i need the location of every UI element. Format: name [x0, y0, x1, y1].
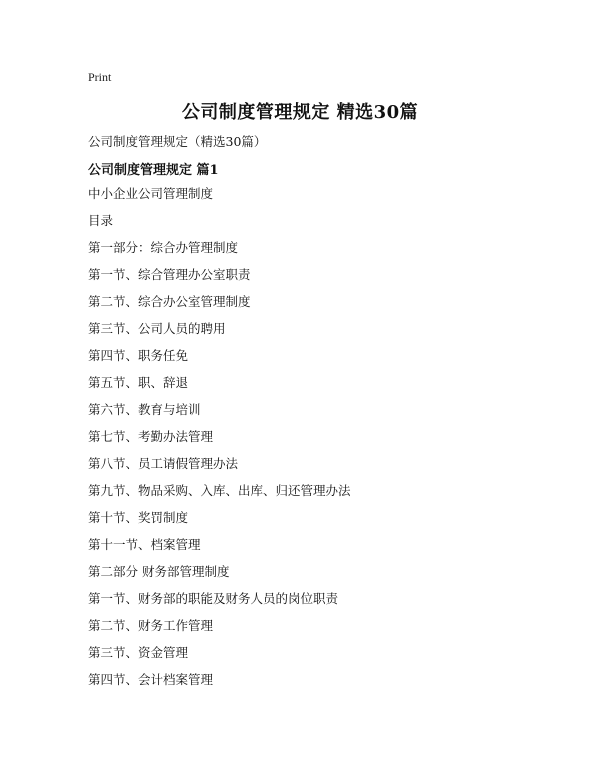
section-heading: 公司制度管理规定 篇1 [88, 163, 219, 178]
list-item: 第十一节、档案管理 [88, 537, 201, 552]
list-item: 第一节、综合管理办公室职责 [88, 267, 251, 282]
toc-list [88, 186, 351, 699]
list-item: 第八节、员工请假管理办法 [88, 456, 239, 471]
page-title: 公司制度管理规定 精选30篇 [181, 102, 419, 123]
list-item: 中小企业公司管理制度 [88, 186, 214, 201]
print-link[interactable]: Print [88, 70, 112, 84]
document-subtitle: 公司制度管理规定（精选30篇） [88, 134, 267, 149]
list-item: 第三节、公司人员的聘用 [88, 321, 226, 336]
list-item: 第一节、财务部的职能及财务人员的岗位职责 [88, 591, 339, 606]
list-item: 第五节、职、辞退 [88, 375, 189, 390]
list-item: 第四节、会计档案管理 [88, 672, 214, 687]
list-item: 第一部分：综合办管理制度 [88, 240, 239, 255]
list-item: 第二节、财务工作管理 [88, 618, 214, 633]
list-item: 目录 [88, 213, 114, 228]
list-item: 第十节、奖罚制度 [88, 510, 189, 525]
list-item: 第六节、教育与培训 [88, 402, 201, 417]
list-item: 第七节、考勤办法管理 [88, 429, 214, 444]
list-item: 第二部分 财务部管理制度 [88, 564, 230, 579]
list-item: 第二节、综合办公室管理制度 [88, 294, 251, 309]
list-item: 第四节、职务任免 [88, 348, 189, 363]
list-item: 第三节、资金管理 [88, 645, 189, 660]
list-item: 第九节、物品采购、入库、出库、归还管理办法 [88, 483, 351, 498]
